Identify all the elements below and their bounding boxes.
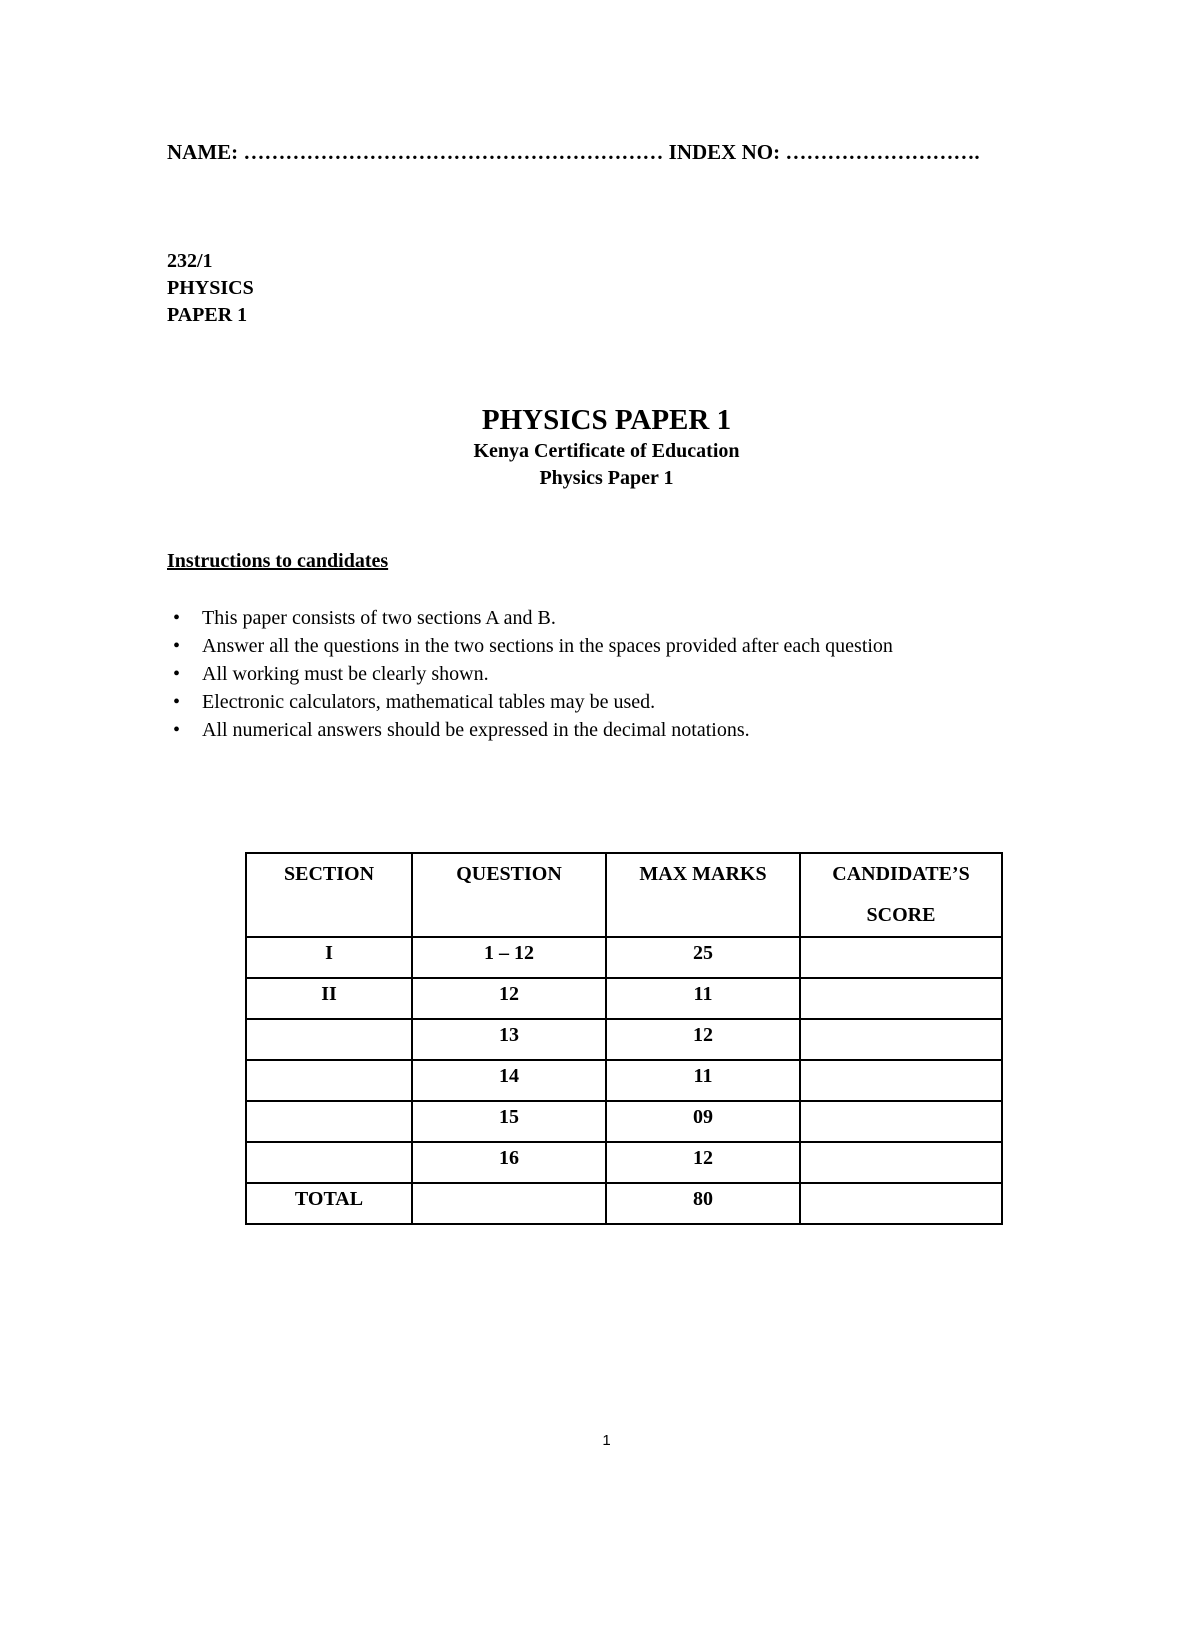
header-section: SECTION — [246, 853, 412, 937]
instruction-item — [167, 604, 893, 632]
cell-max-marks: 11 — [606, 1060, 800, 1101]
bullet-icon: • — [173, 607, 181, 629]
instruction-item — [167, 660, 893, 688]
header-candidate-score — [800, 853, 1002, 937]
paper-code-block — [167, 248, 254, 329]
cell-max-marks: 80 — [606, 1183, 800, 1224]
cell-question: 12 — [412, 978, 606, 1019]
page-number: 1 — [602, 1432, 611, 1449]
cell-section — [246, 1101, 412, 1142]
table-row — [246, 1101, 1002, 1142]
cell-score[interactable] — [800, 1060, 1002, 1101]
cell-section: TOTAL — [246, 1183, 412, 1224]
paper-subject: PHYSICS — [167, 277, 254, 299]
page-title: PHYSICS PAPER 1 — [481, 404, 732, 436]
cell-question: 14 — [412, 1060, 606, 1101]
table-row — [246, 1019, 1002, 1060]
header-score-line1: CANDIDATE’S — [832, 863, 970, 885]
cell-score[interactable] — [800, 1142, 1002, 1183]
exam-name: Kenya Certificate of Education — [473, 440, 740, 462]
table-row-total — [246, 1183, 1002, 1224]
table-header-row — [246, 853, 1002, 937]
cell-question — [412, 1183, 606, 1224]
instructions-heading: Instructions to candidates — [167, 550, 389, 572]
cell-section: II — [246, 978, 412, 1019]
paper-number: PAPER 1 — [167, 304, 248, 326]
paper-name: Physics Paper 1 — [539, 467, 674, 489]
cell-question: 1 – 12 — [412, 937, 606, 978]
table-row — [246, 1142, 1002, 1183]
bullet-icon: • — [173, 691, 181, 713]
table-row — [246, 1060, 1002, 1101]
bullet-icon: • — [173, 663, 181, 685]
score-table — [245, 852, 1003, 1225]
cell-section — [246, 1019, 412, 1060]
bullet-icon: • — [173, 635, 181, 657]
name-index-label: NAME: …………………………………………………… INDEX NO: ………………………. — [167, 140, 980, 164]
cell-max-marks: 11 — [606, 978, 800, 1019]
instruction-text: Electronic calculators, mathematical tables may be used. — [202, 691, 656, 713]
cell-score[interactable] — [800, 1183, 1002, 1224]
instruction-item — [167, 688, 893, 716]
cell-max-marks: 09 — [606, 1101, 800, 1142]
cell-question: 16 — [412, 1142, 606, 1183]
cell-max-marks: 12 — [606, 1142, 800, 1183]
header-question: QUESTION — [412, 853, 606, 937]
title-block — [0, 402, 1200, 492]
cell-score[interactable] — [800, 1019, 1002, 1060]
bullet-icon: • — [173, 719, 181, 741]
cell-score[interactable] — [800, 978, 1002, 1019]
instruction-text: This paper consists of two sections A and B. — [202, 607, 556, 629]
table-row — [246, 937, 1002, 978]
cell-section — [246, 1060, 412, 1101]
instructions-list — [167, 604, 893, 744]
cell-section — [246, 1142, 412, 1183]
instruction-text: All numerical answers should be expressed in the decimal notations. — [202, 719, 750, 741]
cell-question: 13 — [412, 1019, 606, 1060]
instruction-item — [167, 716, 893, 744]
instruction-item — [167, 632, 893, 660]
header-score-line2: SCORE — [866, 904, 936, 926]
cell-question: 15 — [412, 1101, 606, 1142]
name-index-line — [167, 140, 980, 165]
header-max-marks: MAX MARKS — [606, 853, 800, 937]
instruction-text: Answer all the questions in the two sections in the spaces provided after each question — [202, 635, 893, 657]
instruction-text: All working must be clearly shown. — [202, 663, 489, 685]
cell-score[interactable] — [800, 1101, 1002, 1142]
cell-max-marks: 25 — [606, 937, 800, 978]
cell-section: I — [246, 937, 412, 978]
paper-code: 232/1 — [167, 250, 213, 272]
cell-score[interactable] — [800, 937, 1002, 978]
cell-max-marks: 12 — [606, 1019, 800, 1060]
table-row — [246, 978, 1002, 1019]
